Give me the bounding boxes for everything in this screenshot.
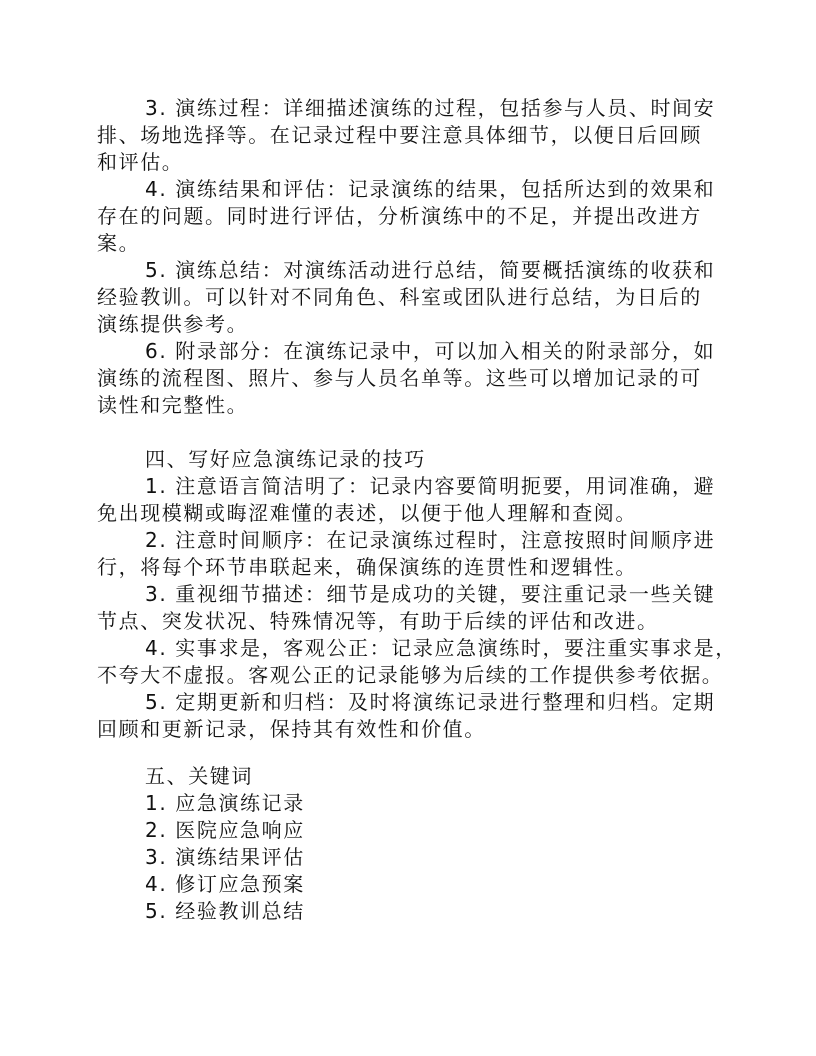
text-line: 读性和完整性。 xyxy=(97,393,249,417)
text-line: 1. 注意语言简洁明了：记录内容要简明扼要，用词准确，避 xyxy=(145,474,716,498)
text-line: 5. 演练总结：对演练活动进行总结，简要概括演练的收获和 xyxy=(145,258,716,282)
tip-paragraph xyxy=(97,635,737,689)
text-line: 案。 xyxy=(97,231,141,255)
text-line: 2. 注意时间顺序：在记录演练过程时，注意按照时间顺序进 xyxy=(145,528,716,552)
tip-paragraph xyxy=(97,473,717,527)
section-3-items xyxy=(97,95,717,419)
text-line: 经验教训。可以针对不同角色、科室或团队进行总结，为日后的 xyxy=(97,285,702,309)
text-line: 回顾和更新记录，保持其有效性和价值。 xyxy=(97,717,486,741)
text-line: 4. 演练结果和评估：记录演练的结果，包括所达到的效果和 xyxy=(145,177,716,201)
text-line: 不夸大不虚报。客观公正的记录能够为后续的工作提供参考依据。 xyxy=(97,663,724,687)
text-line: 4. 实事求是，客观公正：记录应急演练时，要注重实事求是， xyxy=(145,636,737,660)
keyword-item: 1. 应急演练记录 xyxy=(145,791,305,815)
keyword-item: 3. 演练结果评估 xyxy=(145,845,305,869)
text-line: 3. 重视细节描述：细节是成功的关键，要注重记录一些关键 xyxy=(145,582,716,606)
tip-paragraph xyxy=(97,527,717,581)
text-line: 6. 附录部分：在演练记录中，可以加入相关的附录部分，如 xyxy=(145,339,716,363)
section-heading: 五、关键词 xyxy=(145,764,253,788)
paragraph-drill-summary xyxy=(97,257,717,338)
section-4 xyxy=(97,446,737,743)
paragraph-appendix xyxy=(97,338,717,419)
keyword-item: 4. 修订应急预案 xyxy=(145,872,305,896)
keyword-item: 2. 医院应急响应 xyxy=(145,818,305,842)
text-line: 存在的问题。同时进行评估，分析演练中的不足，并提出改进方 xyxy=(97,204,702,228)
paragraph-drill-results xyxy=(97,176,717,257)
text-line: 行，将每个环节串联起来，确保演练的连贯性和逻辑性。 xyxy=(97,555,637,579)
text-line: 节点、突发状况、特殊情况等，有助于后续的评估和改进。 xyxy=(97,609,659,633)
tip-paragraph xyxy=(97,581,717,635)
keyword-item: 5. 经验教训总结 xyxy=(145,899,305,923)
paragraph-drill-process xyxy=(97,95,717,176)
text-line: 免出现模糊或晦涩难懂的表述，以便于他人理解和查阅。 xyxy=(97,501,637,525)
section-5 xyxy=(97,763,717,925)
text-line: 排、场地选择等。在记录过程中要注意具体细节，以便日后回顾 xyxy=(97,123,702,147)
tip-paragraph xyxy=(97,689,717,743)
section-heading: 四、写好应急演练记录的技巧 xyxy=(145,447,426,471)
text-line: 演练的流程图、照片、参与人员名单等。这些可以增加记录的可 xyxy=(97,366,702,390)
text-line: 5. 定期更新和归档：及时将演练记录进行整理和归档。定期 xyxy=(145,690,716,714)
text-line: 演练提供参考。 xyxy=(97,312,249,336)
text-line: 和评估。 xyxy=(97,150,184,174)
text-line: 3. 演练过程：详细描述演练的过程，包括参与人员、时间安 xyxy=(145,96,716,120)
